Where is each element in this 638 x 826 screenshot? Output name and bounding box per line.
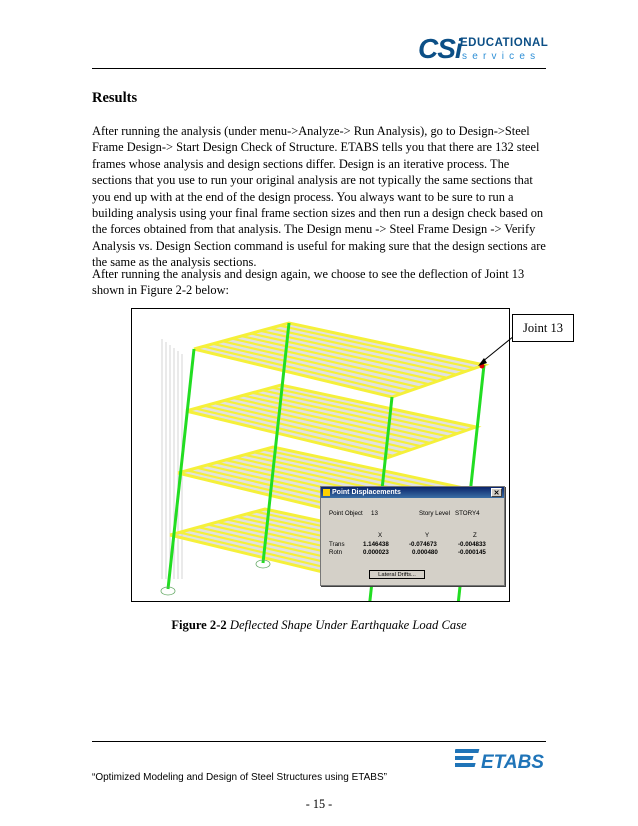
paragraph-2: After running the analysis and design again, we choose to see the deflection of Joint 13 shown in Figure 2-2 below:: [92, 267, 525, 298]
trans-y: -0.074673: [409, 541, 437, 548]
rotn-y: 0.000480: [412, 549, 438, 556]
caption-label: Figure 2-2: [171, 618, 227, 632]
page-number: - 15 -: [305, 797, 333, 811]
figure-caption: [0, 618, 638, 633]
header-rule: [92, 68, 546, 69]
rotn-z: -0.000145: [458, 549, 486, 556]
csi-educational-logo: [418, 34, 553, 68]
logo-line2: services: [462, 51, 541, 62]
point-displacements-dialog: [320, 486, 505, 586]
col-z-header: Z: [473, 532, 477, 539]
etabs-logo: [455, 743, 545, 775]
section-title: Results: [92, 90, 138, 106]
lateral-drifts-button[interactable]: Lateral Drifts...: [369, 570, 425, 579]
dialog-titlebar: [321, 487, 504, 498]
dialog-app-icon: [323, 489, 330, 496]
logo-line1: EDUCATIONAL: [460, 37, 549, 49]
logo-mark: CSi: [418, 33, 462, 64]
paragraph-1: After running the analysis (under menu->Analyze-> Run Analysis), go to Design->Steel Frame Design-> Start Design Check of Structure. ETABS tells you that there are 132 steel frames whose analysis and design sections differ. Design is an iterative process. The sections that you use to run your original analysis are not typically the same sections that you end up with at the end of the design process. You always want to be sure to run a building analysis using your final frame section sizes and then run a design check based on the forces obtained from that analysis. The Design menu -> Steel Frame Design -> Verify Analysis vs. Design Section command is useful for making sure that the design sections are the same as the analysis sections.: [92, 124, 546, 270]
rotn-x: 0.000023: [363, 549, 389, 556]
joint-13-callout: Joint 13: [512, 314, 574, 342]
close-icon[interactable]: ✕: [491, 488, 502, 497]
trans-label: Trans: [329, 541, 345, 548]
trans-z: -0.004833: [458, 541, 486, 548]
footer-quote: “Optimized Modeling and Design of Steel Structures using ETABS”: [92, 772, 387, 783]
point-object-value: 13: [371, 510, 378, 517]
trans-x: 1.146438: [363, 541, 389, 548]
col-y-header: Y: [425, 532, 430, 539]
point-object-label: Point Object: [329, 510, 363, 517]
dialog-title: Point Displacements: [332, 489, 401, 496]
caption-text: Deflected Shape Under Earthquake Load Case: [226, 618, 467, 632]
etabs-model-screenshot: [131, 308, 510, 602]
footer-rule: [92, 741, 546, 742]
story-level-value: STORY4: [455, 510, 480, 517]
rotn-label: Rotn: [329, 549, 343, 556]
etabs-logo-text: ETABS: [481, 752, 544, 773]
col-x-header: X: [378, 532, 383, 539]
story-level-label: Story Level: [419, 510, 450, 517]
